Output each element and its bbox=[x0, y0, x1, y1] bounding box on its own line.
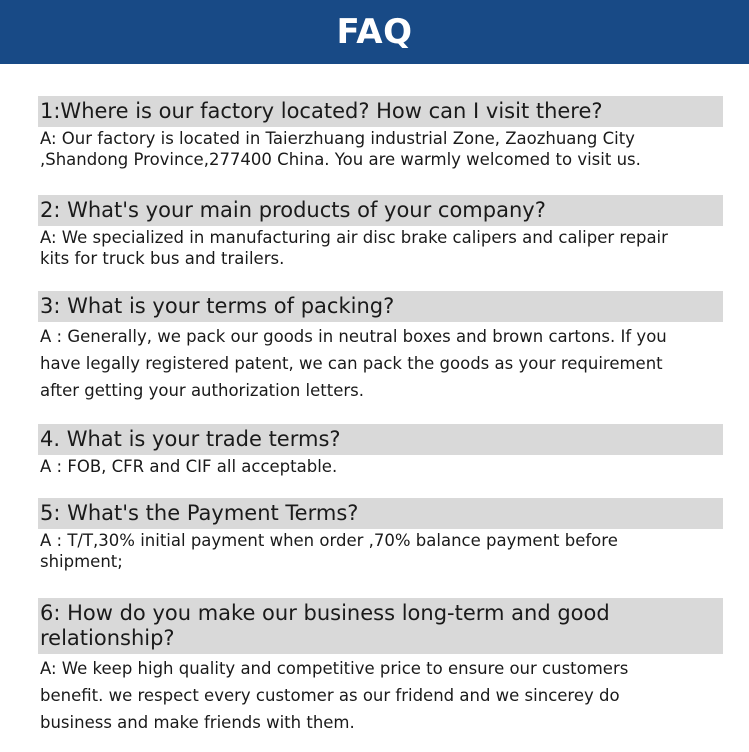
faq-question-1: 1:Where is our factory located? How can I visit there? bbox=[38, 96, 723, 127]
faq-item-5 bbox=[38, 498, 723, 572]
faq-answer-5: A : T/T,30% initial payment when order ,70% balance payment before shipment; bbox=[40, 531, 618, 571]
faq-answer-2: A: We specialized in manufacturing air disc brake calipers and caliper repair kits for truck bus and trailers. bbox=[40, 228, 668, 268]
faq-item-6 bbox=[38, 598, 723, 736]
faq-answer-6: A: We keep high quality and competitive price to ensure our customers benefit. we respect every customer as our fridend and we sincerey do business and make friends with them. bbox=[40, 659, 629, 732]
page-title: FAQ bbox=[336, 12, 413, 52]
faq-item-3 bbox=[38, 291, 723, 404]
faq-item-4 bbox=[38, 424, 723, 477]
faq-answer-3: A : Generally, we pack our goods in neutral boxes and brown cartons. If you have legally registered patent, we can pack the goods as your requirement after getting your authorization letters. bbox=[40, 327, 667, 400]
faq-question-2: 2: What's your main products of your company? bbox=[38, 195, 723, 226]
faq-answer-4: A : FOB, CFR and CIF all acceptable. bbox=[40, 457, 338, 476]
faq-question-6: 6: How do you make our business long-term and good relationship? bbox=[38, 598, 723, 654]
faq-item-2 bbox=[38, 195, 723, 269]
faq-answer-1: A: Our factory is located in Taierzhuang industrial Zone, Zaozhuang City ,Shandong Province,277400 China. You are warmly welcomed to visit us. bbox=[40, 129, 641, 169]
header-banner bbox=[0, 0, 749, 64]
faq-item-1 bbox=[38, 96, 723, 170]
faq-question-4: 4. What is your trade terms? bbox=[38, 424, 723, 455]
faq-question-5: 5: What's the Payment Terms? bbox=[38, 498, 723, 529]
faq-question-3: 3: What is your terms of packing? bbox=[38, 291, 723, 322]
